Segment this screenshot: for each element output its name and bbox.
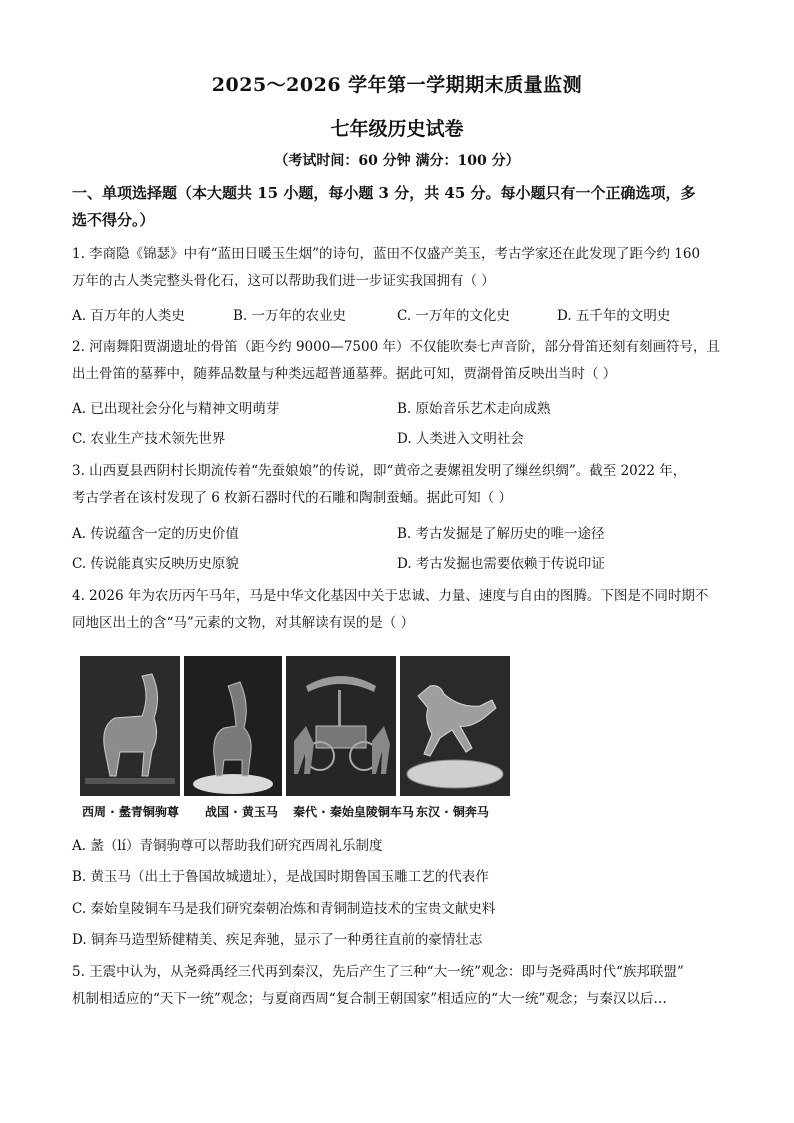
q4-option-a: A. 盠（lí）青铜驹尊可以帮助我们研究西周礼乐制度 (72, 838, 383, 854)
question-1: 1. 李商隐《锦瑟》中有“蓝田日暖玉生烟”的诗句，蓝田不仅盛产美玉，考古学家还在此发现了距今约 160 万年的古人类完整头骨化石，这可以帮助我们进一步证实我国拥有（ ） (72, 246, 701, 289)
q2-option-c: C. 农业生产技术领先世界 (72, 431, 226, 447)
photo-bronze-horse-zun (80, 656, 180, 796)
q3-option-d: D. 考古发掘也需要依赖于传说印证 (397, 556, 605, 572)
q2-option-b: B. 原始音乐艺术走向成熟 (397, 401, 551, 417)
q3-option-a: A. 传说蕴含一定的历史价值 (72, 526, 239, 542)
q2-option-d: D. 人类进入文明社会 (397, 431, 524, 447)
q4-option-b: B. 黄玉马（出土于鲁国故城遗址），是战国时期鲁国玉雕工艺的代表作 (72, 869, 489, 885)
horse-artifacts-figure (80, 656, 510, 824)
exam-title: 2025～2026 学年第一学期期末质量监测 (211, 74, 583, 96)
q3-option-c: C. 传说能真实反映历史原貌 (72, 556, 239, 572)
question-2: 2. 河南舞阳贾湖遗址的骨笛（距今约 9000—7500 年）不仅能吹奏七声音阶，部分骨笛还刻有刻画符号，且 出土骨笛的墓葬中，随葬品数量与种类远超普通墓葬。据此可知，贾湖骨笛反映出当时（ ） (72, 339, 720, 382)
q1-option-a: A. 百万年的人类史 (72, 308, 185, 324)
section-heading: 一、单项选择题（本大题共 15 小题，每小题 3 分，共 45 分。每小题只有一个正确选项，多 选不得分。） (72, 184, 696, 229)
photo-galloping-bronze-horse (400, 656, 510, 796)
photo-qin-bronze-chariot (286, 656, 396, 796)
q2-option-a: A. 已出现社会分化与精神文明萌芽 (72, 401, 280, 417)
photo-yellow-jade-horse (184, 656, 282, 796)
q1-option-b: B. 一万年的农业史 (233, 308, 347, 324)
question-3: 3. 山西夏县西阴村长期流传着“先蚕娘娘”的传说，即“黄帝之妻嫘祖发明了缫丝织绸”。截至 2022 年， 考古学者在该村发现了 6 枚新石器时代的石雕和陶制蚕蛹。据此可知（ ） (72, 463, 687, 506)
q3-option-b: B. 考古发掘是了解历史的唯一途径 (397, 526, 605, 542)
caption-qin-bronze-chariot: 秦代 · 秦始皇陵铜车马 (293, 805, 414, 819)
question-5: 5. 王震中认为，从尧舜禹经三代再到秦汉，先后产生了三种“大一统”观念：即与尧舜禹时代“族邦联盟” 机制相适应的“天下一统”观念；与夏商西周“复合制王朝国家”相适应的“大一统”观念；与秦汉以后… (72, 964, 684, 1007)
q4-option-c: C. 秦始皇陵铜车马是我们研究秦朝冶炼和青铜制造技术的宝贵文献史料 (72, 901, 496, 917)
q1-option-d: D. 五千年的文明史 (557, 308, 671, 324)
exam-info: （考试时间：60 分钟 满分：100 分） (274, 153, 520, 169)
caption-bronze-horse-zun: 西周 · 盠青铜驹尊 (82, 805, 179, 819)
q1-option-c: C. 一万年的文化史 (397, 308, 510, 324)
question-4: 4. 2026 年为农历丙午马年，马是中华文化基因中关于忠诚、力量、速度与自由的图腾。下图是不同时期不 同地区出土的含“马”元素的文物，对其解读有误的是（ ） (72, 588, 709, 631)
q4-option-d: D. 铜奔马造型矫健精美、疾足奔驰，显示了一种勇往直前的豪情壮志 (72, 932, 483, 948)
caption-yellow-jade-horse: 战国 · 黄玉马 (205, 805, 278, 819)
exam-subject: 七年级历史试卷 (330, 118, 464, 140)
caption-galloping-bronze-horse: 东汉 · 铜奔马 (416, 805, 489, 819)
